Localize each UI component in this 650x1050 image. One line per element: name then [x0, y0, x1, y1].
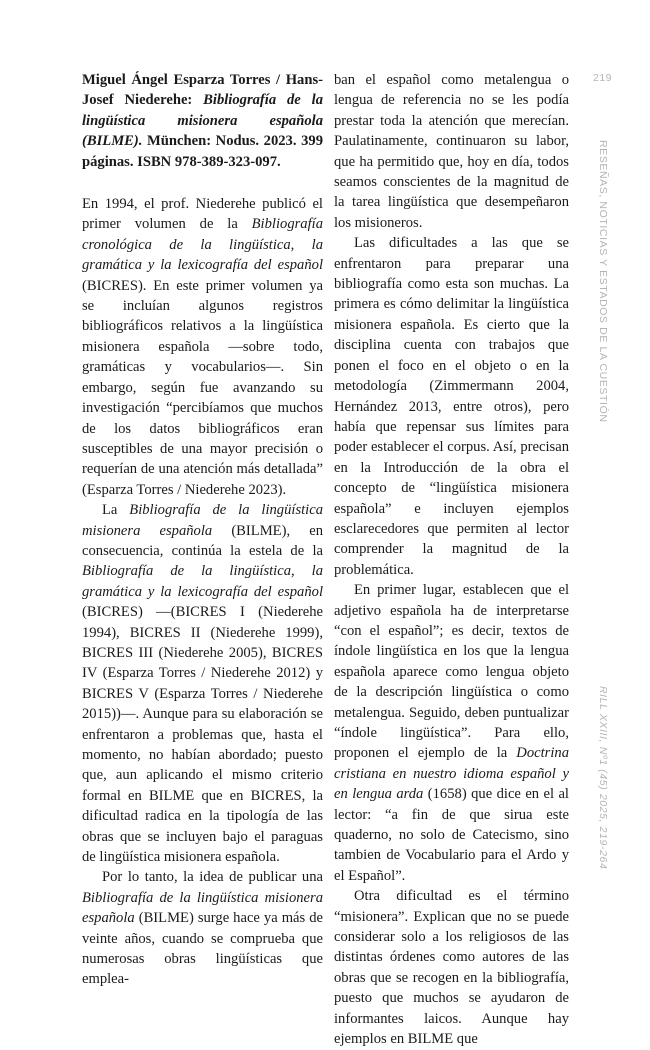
paragraph	[82, 867, 323, 989]
italic-title: Bibliografía cronológica de la lingüística, la gramática y la lexicografía del español	[82, 216, 323, 274]
left-column	[82, 70, 323, 990]
italic-title: Bibliografía de la lingüística misionera española	[82, 889, 323, 927]
italic-title: Bibliografía de la lingüística misionera española	[82, 502, 324, 539]
running-head: RESEÑAS, NOTICIAS Y ESTADOS DE LA CUESTIÓN	[597, 140, 609, 423]
paragraph	[334, 886, 569, 1049]
text-run: ban el español como metalengua o lengua de referencia no se les podía prestar toda la atención que merecían. Paulatinamente, continuaron su labor, que ha permitido que, hoy en día, todos seamos conscientes de la magnitud de la tarea lingüística que desempeñaron los misioneros.	[334, 72, 569, 231]
text-run: (1658) que dice en el al lector: “a fin de que sirua este quaderno, no solo de Catecismo, sino tambien de Vocabulario para el Ardo y el Español”.	[334, 786, 569, 884]
review-book-title: Bibliografía de la lingüística misionera española (BILME).	[82, 92, 324, 150]
italic-title: Doctrina cristiana en nuestro idioma español y en lengua arda	[334, 745, 569, 803]
text-run: Las dificultades a las que se enfrentaron para preparar una bibliografía como esta son muchas. La primera es cómo delimitar la lingüística misionera española. Es cierto que la disciplina cuenta con trabajos que ponen el foco en el objeto o en la metodología (Zimmermann 2004, Hernández 2013, entre otros), pero había que repensar sus límites para poder establecer el corpus. Así, precisan en la Introducción de la obra el concepto de “lingüística misionera española” e incluyen ejemplos esclarecedores que permiten al lector comprender la magnitud de la problemática.	[334, 235, 569, 578]
text-run: (BICRES). En este primer volumen ya se incluían algunos registros bibliográficos relativos a la lingüística misionera española —sobre todo, gramáticas y vocabularios—. Sin embargo, según fue avanzando su investigación “percibíamos que muchos de los datos bibliográficos eran susceptibles de una mayor precisión o requerían de una atención más detallada” (Esparza Torres / Niederehe 2023).	[82, 277, 323, 498]
italic-title: Bibliografía de la lingüística, la gramática y la lexicografía del español	[82, 563, 323, 600]
text-run: En primer lugar, establecen que el adjetivo española ha de interpretarse “con el español”; es decir, textos de índole lingüística en los que la lengua española aparece como lengua objeto de la descripción lingüística o como metalengua. Seguido, deben puntualizar “índole lingüística”. Para ello, proponen el ejemplo de la	[334, 582, 569, 762]
text-run: La	[102, 502, 130, 519]
review-heading	[82, 70, 323, 172]
page-number: 219	[593, 72, 613, 84]
text-run: En 1994, el prof. Niederehe publicó el primer volumen de la	[82, 196, 323, 233]
text-run: Otra dificultad es el término “misionera”. Explican que no se puede considerar solo a los religiosos de las distintas órdenes como autores de las obras que se recogen en la bibliografía, puesto que muchos se ayudaron de informantes laicos. Aunque hay ejemplos en BILME que	[334, 888, 569, 1048]
text-run: (BILME), en consecuencia, continúa la estela de la	[82, 522, 323, 559]
review-publication-info: München: Nodus. 2023. 399 páginas. ISBN 978-389-323-097.	[82, 133, 323, 170]
journal-reference: RILL XXIII, Nº1 (45) 2025, 219-264	[597, 686, 609, 870]
paragraph	[82, 500, 323, 867]
paragraph	[82, 194, 323, 500]
review-authors: Miguel Ángel Esparza Torres / Hans-Josef Niederehe:	[82, 72, 323, 109]
paragraph	[334, 580, 569, 886]
text-run: Por lo tanto, la idea de publicar una	[102, 869, 323, 886]
right-column	[334, 70, 569, 1050]
text-run: (BICRES) —(BICRES I (Niederehe 1994), BICRES II (Niederehe 1999), BICRES III (Niederehe 2005), BICRES IV (Esparza Torres / Niederehe 2012) y BICRES V (Esparza Torres / Niederehe 2015))—. Aunque para su elaboración se enfrentaron a problemas que, hasta el momento, no habían abordado; puesto que, aun aplicando el mismo criterio formal en BILME que en BICRES, la dificultad radica en la tipología de las obras que se incluyen bajo el paraguas de lingüística misionera española.	[82, 604, 323, 866]
paragraph	[334, 70, 569, 233]
text-run: (BILME) surge hace ya más de veinte años, cuando se comprueba que numerosas obras lingüísticas que emplea-	[82, 910, 323, 988]
paragraph	[334, 233, 569, 580]
